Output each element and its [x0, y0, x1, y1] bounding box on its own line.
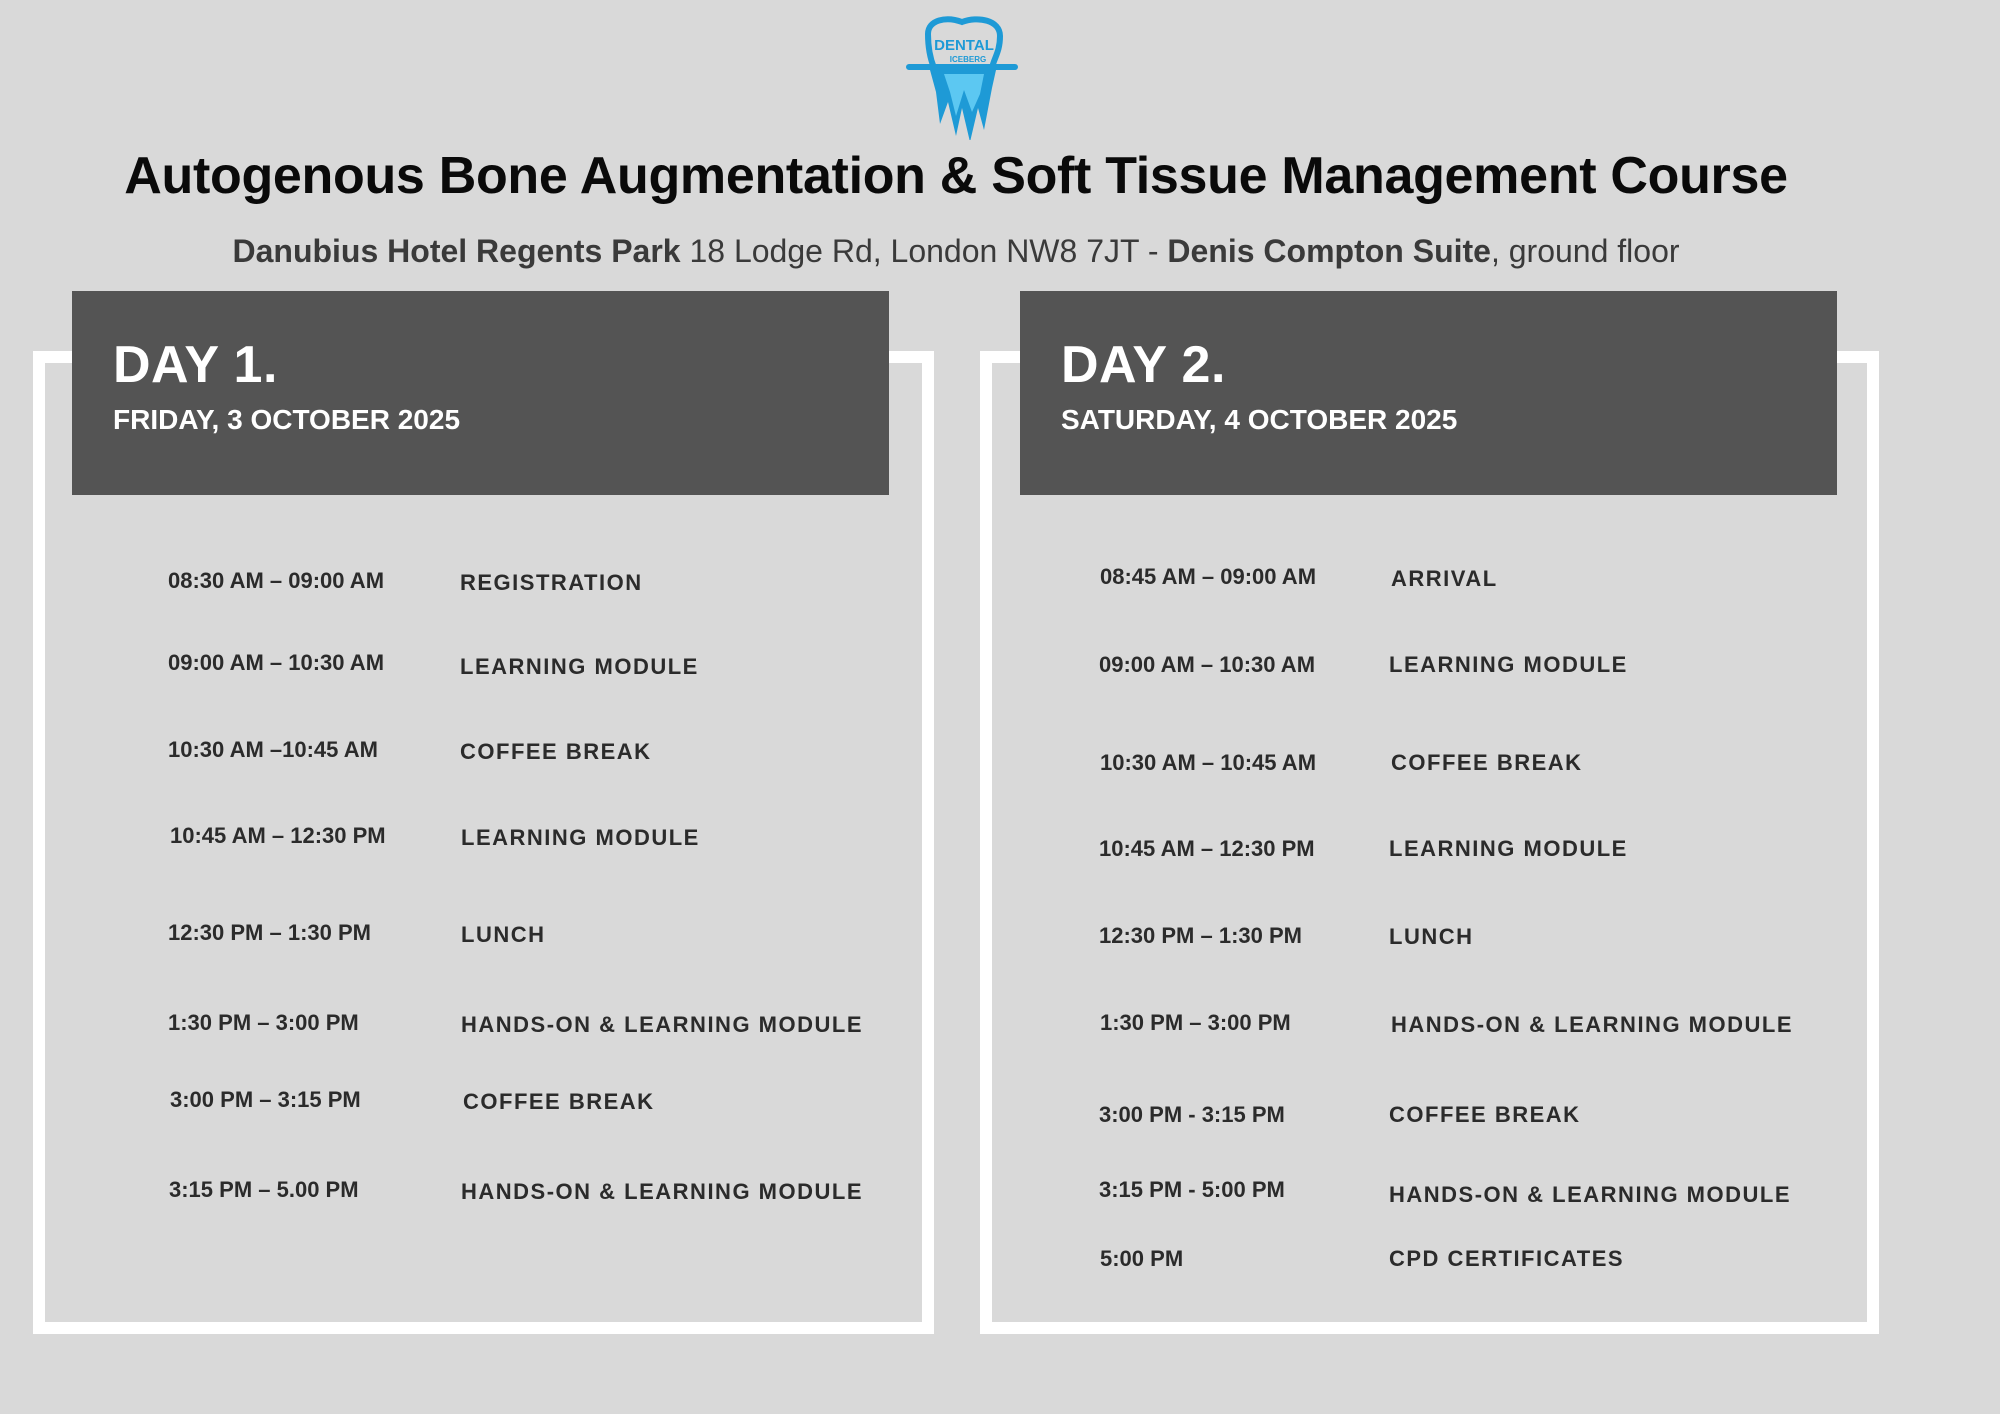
schedule-time: 09:00 AM – 10:30 AM: [168, 650, 385, 675]
schedule-activity: LEARNING MODULE: [460, 654, 699, 679]
schedule-time: 08:30 AM – 09:00 AM: [168, 568, 385, 593]
day1-date: FRIDAY, 3 OCTOBER 2025: [113, 404, 461, 435]
venue-floor: , ground floor: [1490, 233, 1680, 269]
schedule-time: 10:30 AM – 10:45 AM: [1100, 750, 1317, 775]
venue-address: 18 Lodge Rd, London NW8 7JT -: [680, 233, 1168, 269]
schedule-activity: LUNCH: [461, 922, 546, 947]
schedule-activity: LEARNING MODULE: [1389, 836, 1628, 861]
dental-iceberg-logo: [900, 12, 1024, 140]
day1-label: DAY 1.: [113, 336, 278, 394]
schedule-activity: LUNCH: [1389, 924, 1474, 949]
schedule-activity: HANDS-ON & LEARNING MODULE: [461, 1179, 863, 1204]
venue-suite: Denis Compton Suite: [1167, 233, 1491, 269]
schedule-activity: COFFEE BREAK: [460, 739, 652, 764]
schedule-activity: COFFEE BREAK: [463, 1089, 655, 1114]
schedule-time: 3:15 PM - 5:00 PM: [1099, 1177, 1285, 1202]
day2-label: DAY 2.: [1061, 336, 1226, 394]
schedule-activity: ARRIVAL: [1391, 566, 1498, 591]
schedule-time: 12:30 PM – 1:30 PM: [168, 920, 371, 945]
schedule-activity: HANDS-ON & LEARNING MODULE: [1389, 1182, 1791, 1207]
schedule-activity: LEARNING MODULE: [461, 825, 700, 850]
schedule-time: 5:00 PM: [1100, 1246, 1184, 1271]
schedule-time: 09:00 AM – 10:30 AM: [1099, 652, 1316, 677]
schedule-time: 12:30 PM – 1:30 PM: [1099, 923, 1302, 948]
schedule-activity: CPD CERTIFICATES: [1389, 1246, 1625, 1271]
schedule-activity: COFFEE BREAK: [1389, 1102, 1581, 1127]
venue-line: [0, 233, 1912, 270]
schedule-activity: HANDS-ON & LEARNING MODULE: [1391, 1012, 1793, 1037]
schedule-activity: HANDS-ON & LEARNING MODULE: [461, 1012, 863, 1037]
schedule-time: 08:45 AM – 09:00 AM: [1100, 564, 1317, 589]
day2-date: SATURDAY, 4 OCTOBER 2025: [1061, 404, 1458, 435]
schedule-activity: REGISTRATION: [460, 570, 643, 595]
schedule-time: 3:15 PM – 5.00 PM: [169, 1177, 359, 1202]
page-title: Autogenous Bone Augmentation & Soft Tissue Management Course: [124, 147, 1788, 205]
schedule-activity: COFFEE BREAK: [1391, 750, 1583, 775]
venue-hotel: Danubius Hotel Regents Park: [232, 233, 681, 269]
day2-header: [1020, 291, 1837, 495]
schedule-time: 1:30 PM – 3:00 PM: [1100, 1010, 1291, 1035]
schedule-time: 10:30 AM –10:45 AM: [168, 737, 378, 762]
logo-brand-top: DENTAL: [934, 37, 994, 54]
logo-brand-bottom: ICEBERG: [949, 55, 987, 64]
schedule-time: 10:45 AM – 12:30 PM: [1099, 836, 1315, 861]
tooth-iceberg-icon: [900, 12, 1024, 140]
schedule-time: 3:00 PM - 3:15 PM: [1099, 1102, 1285, 1127]
day1-header: [72, 291, 889, 495]
schedule-time: 10:45 AM – 12:30 PM: [170, 823, 386, 848]
schedule-time: 1:30 PM – 3:00 PM: [168, 1010, 359, 1035]
schedule-time: 3:00 PM – 3:15 PM: [170, 1087, 361, 1112]
schedule-activity: LEARNING MODULE: [1389, 652, 1628, 677]
